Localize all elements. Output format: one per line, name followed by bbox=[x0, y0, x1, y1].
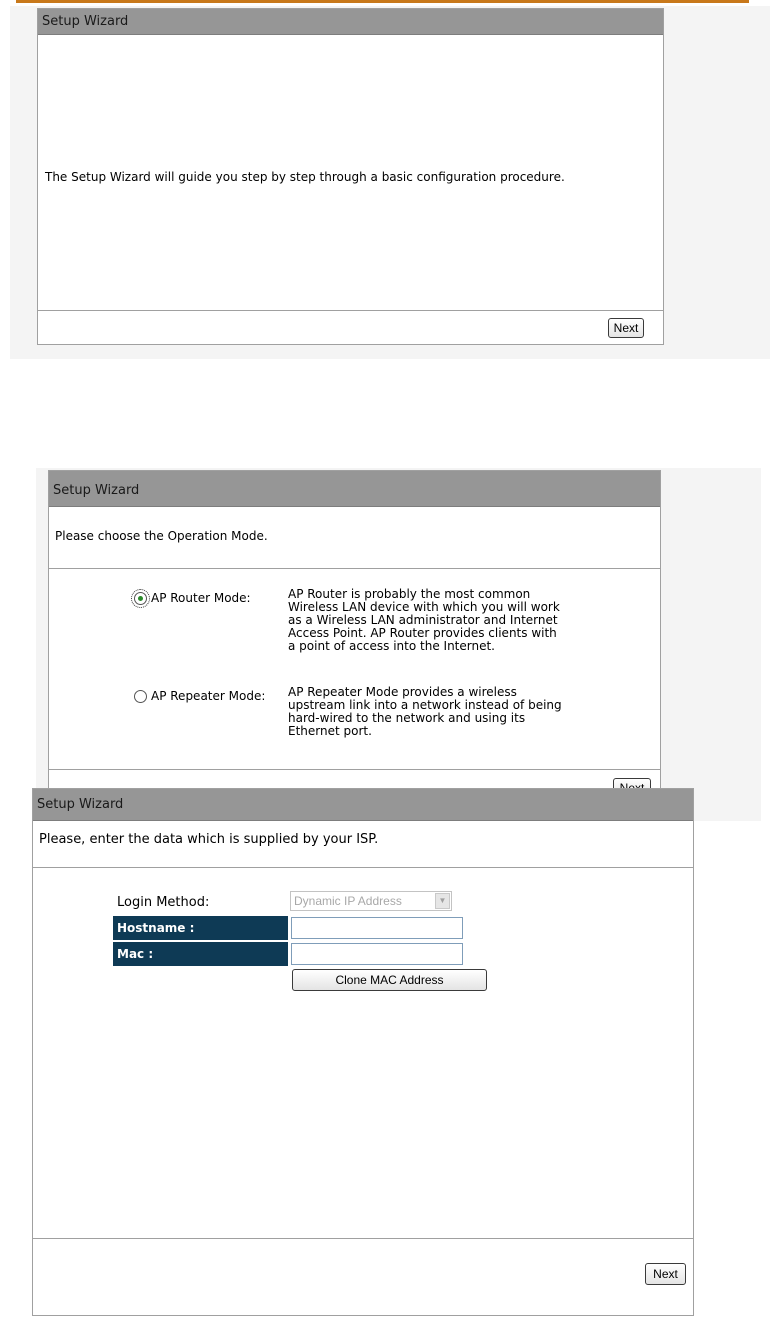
operation-mode-prompt: Please choose the Operation Mode. bbox=[55, 529, 268, 543]
chevron-down-icon: ▼ bbox=[435, 893, 450, 909]
isp-data-prompt: Please, enter the data which is supplied by your ISP. bbox=[39, 832, 379, 847]
screenshot-operation-mode bbox=[36, 468, 761, 821]
wizard-panel-operation-mode bbox=[48, 470, 661, 808]
mac-input[interactable] bbox=[291, 943, 463, 965]
wizard-title: Setup Wizard bbox=[33, 789, 693, 821]
ap-repeater-mode-radio[interactable] bbox=[134, 690, 147, 703]
wizard-panel-welcome bbox=[37, 8, 664, 345]
wizard-title: Setup Wizard bbox=[38, 9, 663, 35]
next-button[interactable]: Next bbox=[645, 1263, 686, 1285]
divider bbox=[33, 1238, 693, 1239]
wizard-title: Setup Wizard bbox=[49, 471, 660, 507]
welcome-message: The Setup Wizard will guide you step by step through a basic configuration procedure. bbox=[45, 170, 565, 184]
login-method-value: Dynamic IP Address bbox=[294, 894, 402, 908]
hostname-label: Hostname : bbox=[113, 916, 288, 940]
next-button[interactable]: Next bbox=[608, 318, 644, 338]
divider bbox=[49, 769, 660, 770]
ap-repeater-mode-description: AP Repeater Mode provides a wireless upstream link into a network instead of being hard-wired to the network and using its Ethernet port. bbox=[288, 685, 562, 738]
wizard-panel-isp-data bbox=[32, 788, 694, 1316]
divider bbox=[49, 568, 660, 569]
hostname-input[interactable] bbox=[291, 917, 463, 939]
ap-router-mode-radio[interactable] bbox=[134, 592, 147, 605]
mac-label: Mac : bbox=[113, 942, 288, 966]
clone-mac-address-button[interactable]: Clone MAC Address bbox=[292, 969, 487, 991]
ap-repeater-mode-label: AP Repeater Mode: bbox=[151, 689, 266, 703]
ap-router-mode-label: AP Router Mode: bbox=[151, 591, 251, 605]
divider bbox=[38, 310, 663, 311]
screenshot-welcome bbox=[10, 6, 770, 359]
login-method-label: Login Method: bbox=[117, 895, 210, 910]
login-method-select[interactable] bbox=[290, 891, 452, 911]
ap-router-mode-description: AP Router is probably the most common Wireless LAN device with which you will work as a Wireless LAN administrator and Internet Access Point. AP Router provides clients with a point of access into the Internet. bbox=[288, 587, 560, 653]
top-accent-line bbox=[16, 0, 749, 3]
divider bbox=[33, 867, 693, 868]
